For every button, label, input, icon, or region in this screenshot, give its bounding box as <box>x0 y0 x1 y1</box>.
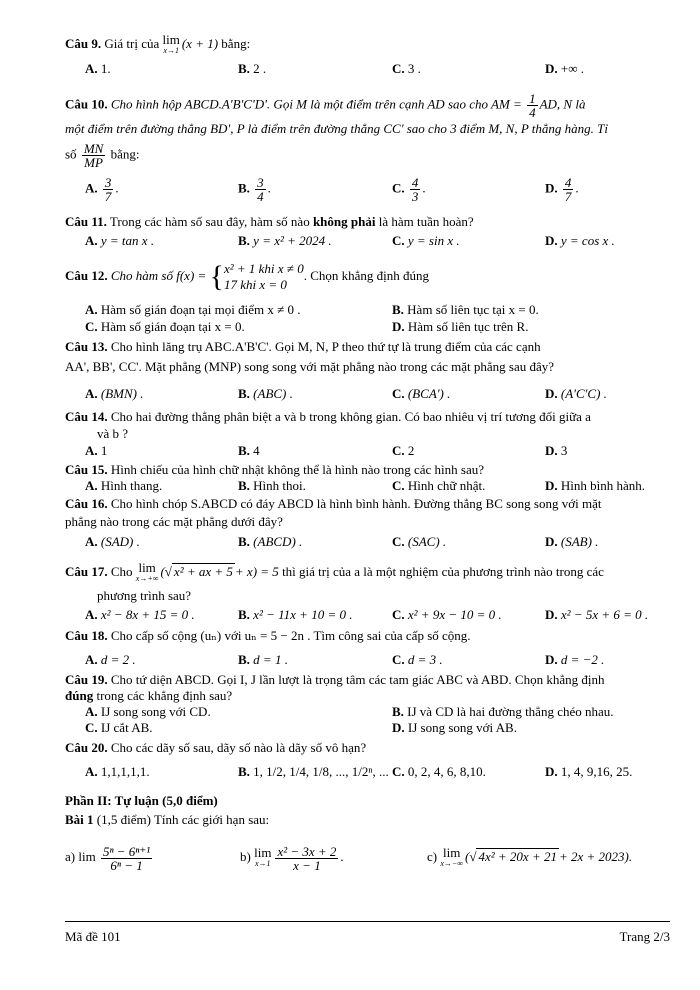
option-c[interactable]: C. Hình chữ nhật. <box>392 478 486 493</box>
option-b[interactable]: B. IJ và CD là hai đường thẳng chéo nhau. <box>392 704 614 719</box>
option-b[interactable]: B. 1, 1/2, 1/4, 1/8, ..., 1/2ⁿ, ... <box>238 764 389 779</box>
option-d[interactable]: D. d = −2 . <box>545 652 605 667</box>
option-c[interactable]: C. 0, 2, 4, 6, 8,10. <box>392 764 486 779</box>
bai-1: Bài 1 (1,5 điểm) Tính các giới hạn sau: <box>65 812 270 827</box>
option-c[interactable]: C. (BCA') . <box>392 386 451 401</box>
option-a[interactable]: A. $\frac{3}{7}$ . <box>85 175 119 204</box>
question-19: Câu 19. Cho tứ diện ABCD. Gọi I, J lần lượt là trọng tâm các tam giác ABC và ABD. Chọn khẳng định <box>65 672 605 687</box>
question-9: Câu 9. Giá trị của lim x→1 (x + 1) bằng: <box>65 32 251 55</box>
question-12: Câu 12. Cho hàm số f(x) = { x² + 1 khi x ≠ 0 17 khi x = 0 . Chọn khẳng định đúng <box>65 260 430 294</box>
option-c[interactable]: C. 2 <box>392 443 415 458</box>
option-b[interactable]: B. y = x² + 2024 . <box>238 233 332 248</box>
exercise-a: a) lim $\frac{\text{5ⁿ − 6ⁿ⁺¹}}{\text{6ⁿ − 1}}$ <box>65 843 151 873</box>
limit: lim x→1 <box>162 32 180 55</box>
question-11: Câu 11. Trong các hàm số sau đây, hàm số nào không phải là hàm tuần hoàn? <box>65 214 474 229</box>
option-d[interactable]: D. (A'C'C) . <box>545 386 607 401</box>
option-c[interactable]: C. Hàm số gián đoạn tại x = 0. <box>85 319 245 334</box>
question-17: Câu 17. Cho lim x→+∞ (√ x² + ax + 5 + x) = 5 thì giá trị của a là một nghiệm của phương trình nào trong các <box>65 560 604 583</box>
option-d[interactable]: D. Hình bình hành. <box>545 478 646 493</box>
option-b[interactable]: B. (ABC) . <box>238 386 293 401</box>
option-a[interactable]: A. x² − 8x + 15 = 0 . <box>85 607 195 622</box>
page-number: Trang 2/3 <box>619 929 670 944</box>
option-d[interactable]: D. x² − 5x + 6 = 0 . <box>545 607 649 622</box>
option-a[interactable]: A. Hàm số gián đoạn tại mọi điểm x ≠ 0 . <box>85 302 301 317</box>
option-b[interactable]: B. 2 . <box>238 61 267 76</box>
option-a[interactable]: A. 1. <box>85 61 111 76</box>
question-10: Câu 10. Cho hình hộp ABCD.A'B'C'D'. Gọi M là một điểm trên cạnh AD sao cho AM = $\frac{1}{4}$ AD, N là <box>65 91 586 120</box>
option-c[interactable]: C. y = sin x . <box>392 233 460 248</box>
option-a[interactable]: A. y = tan x . <box>85 233 155 248</box>
question-label: Câu 9. <box>65 35 102 51</box>
exam-code: Mã đề 101 <box>65 929 121 944</box>
fraction: $\frac{1}{4}$ <box>529 91 536 120</box>
option-a[interactable]: A. (SAD) . <box>85 534 140 549</box>
option-a[interactable]: A. 1,1,1,1,1. <box>85 764 150 779</box>
option-d[interactable]: D. $\frac{4}{7}$ . <box>545 175 579 204</box>
question-label: Câu 10. <box>65 96 108 112</box>
question-20: Câu 20. Cho các dãy số sau, dãy số nào là dãy số vô hạn? <box>65 740 367 755</box>
option-c[interactable]: C. x² + 9x − 10 = 0 . <box>392 607 502 622</box>
footer-rule <box>65 921 670 922</box>
option-d[interactable]: D. 3 <box>545 443 568 458</box>
option-c[interactable]: C. (SAC) . <box>392 534 447 549</box>
question-16: Câu 16. Cho hình chóp S.ABCD có đáy ABCD là hình bình hành. Đường thẳng BC song song với mặt <box>65 496 602 511</box>
exercise-c: c) lim x→−∞ (√ 4x² + 20x + 21 + 2x + 2023). <box>427 845 633 869</box>
option-d[interactable]: D. +∞ . <box>545 61 584 76</box>
question-18: Câu 18. Cho cấp số cộng (uₙ) với uₙ = 5 − 2n . Tìm công sai của cấp số cộng. <box>65 628 471 643</box>
option-d[interactable]: D. (SAB) . <box>545 534 599 549</box>
brace: { <box>209 260 224 294</box>
fraction: $\frac{MN}{MP}$ <box>83 141 104 170</box>
option-b[interactable]: B. 4 <box>238 443 260 458</box>
option-a[interactable]: A. IJ song song với CD. <box>85 704 211 719</box>
option-d[interactable]: D. IJ song song với AB. <box>392 720 517 735</box>
part2-title: Phần II: Tự luận (5,0 điểm) <box>65 793 218 808</box>
piecewise: x² + 1 khi x ≠ 0 17 khi x = 0 <box>223 261 304 293</box>
question-15: Câu 15. Hình chiếu của hình chữ nhật không thể là hình nào trong các hình sau? <box>65 462 484 477</box>
exam-page: Câu 9. Giá trị của lim x→1 (x + 1) bằng: A. 1. B. 2 . C. 3 . D. +∞ . Câu 10. Cho hình hộp ABCD.A'B'C'D'. Gọi M là một điểm trên cạnh AD sao cho AM = $\frac{1}{4}$ AD, N là một điểm trên đường thẳng BD', P là điểm trên đường thẳng CC' sao cho 3 điểm M, N, P thẳng hàng. Tỉ số $\frac{MN}{MP}$ bằng: A. $\frac{3}{7}$ . B. $\frac{3}{4}$ . C. $\frac{4}{3}$ . D. $\frac{4}{7}$ . Câu 11. Trong các hàm số sau đây, hàm số nào không phải là hàm tuần hoàn? A. y = tan x . B. y = x² + 2024 . C. y = sin x . D. y = cos x . Câu 12. Cho hàm số f(x) = { x² + 1 khi x ≠ 0 17 khi x = 0 . Chọn khẳng định đúng A. Hàm số gián đoạn tại mọi điểm x ≠ 0 . B. Hàm số liên tục tại x = 0. C. Hàm số gián đoạn tại x = 0. D. Hàm số liên tục trên R. Câu 13. Cho hình lăng trụ ABC.A'B'C'. Gọi M, N, P theo thứ tự là trung điểm của các cạnh AA', BB', CC'. Mặt phẳng (MNP) song song với mặt phẳng nào trong các mặt phẳng sau đây? A. (BMN) . B. (ABC) . C. (BCA') . D. (A'C'C) . Câu 14. Cho hai đường thẳng phân biệt a và b trong không gian. Có bao nhiêu vị trí tương đối giữa a và b ? A. 1 B. 4 C. 2 D. 3 Câu 15. Hình chiếu của hình chữ nhật không thể là hình nào trong các hình sau? A. Hình thang. B. Hình thoi. C. Hình chữ nhật. D. Hình bình hành. Câu 16. Cho hình chóp S.ABCD có đáy ABCD là hình bình hành. Đường thẳng BC song song với mặt phẳng nào trong các mặt phẳng dưới đây? A. (SAD) . B. (ABCD) . C. (SAC) . D. (SAB) . Câu 17. Cho lim x→+∞ (√ x² + ax + 5 + x) = 5 thì giá trị của a là một nghiệm của phương trình nào trong các phương trình sau? A. x² − 8x + 15 = 0 . B. x² − 11x + 10 = 0 . C. x² + 9x − 10 = 0 . D. x² − 5x + 6 = 0 . Câu 18. Cho cấp số cộng (uₙ) với uₙ = 5 − 2n . Tìm công sai của cấp số cộng. A. d = 2 . B. d = 1 . C. d = 3 . D. d = −2 . Câu 19. Cho tứ diện ABCD. Gọi I, J lần lượt là trọng tâm các tam giác ABC và ABD. Chọn khẳng định đúng trong các khẳng định sau? A. IJ song song với CD. B. IJ và CD là hai đường thẳng chéo nhau. C. IJ cắt AB. D. IJ song song với AB. Câu 20. Cho các dãy số sau, dãy số nào là dãy số vô hạn? A. 1,1,1,1,1. B. 1, 1/2, 1/4, 1/8, ..., 1/2ⁿ, ... C. 0, 2, 4, 6, 8,10. D. 1, 4, 9,16, 25. Phần II: Tự luận (5,0 điểm) Bài 1 (1,5 điểm) Tính các giới hạn sau: a) lim $\frac{\text{5ⁿ − 6ⁿ⁺¹}}{\text{6ⁿ − 1}}$ b) lim x→1 $\frac{\text{x² − 3x + 2}}{x - 1}$ . c) lim x→−∞ (√ 4x² + 20x + 21 + 2x + 2023). Mã đề 101 Trang 2/3 <box>65 32 670 944</box>
option-c[interactable]: C. d = 3 . <box>392 652 443 667</box>
question-13: Câu 13. Cho hình lăng trụ ABC.A'B'C'. Gọi M, N, P theo thứ tự là trung điểm của các cạnh <box>65 339 541 354</box>
option-b[interactable]: B. Hàm số liên tục tại x = 0. <box>392 302 539 317</box>
option-a[interactable]: A. 1 <box>85 443 108 458</box>
option-b[interactable]: B. x² − 11x + 10 = 0 . <box>238 607 353 622</box>
option-b[interactable]: B. Hình thoi. <box>238 478 306 493</box>
option-b[interactable]: B. (ABCD) . <box>238 534 303 549</box>
option-c[interactable]: C. $\frac{4}{3}$ . <box>392 175 426 204</box>
option-d[interactable]: D. Hàm số liên tục trên R. <box>392 319 529 334</box>
option-d[interactable]: D. 1, 4, 9,16, 25. <box>545 764 633 779</box>
option-b[interactable]: B. $\frac{3}{4}$ . <box>238 175 271 204</box>
question-14: Câu 14. Cho hai đường thẳng phân biệt a và b trong không gian. Có bao nhiêu vị trí tương đối giữa a <box>65 409 591 424</box>
option-a[interactable]: A. d = 2 . <box>85 652 136 667</box>
option-b[interactable]: B. d = 1 . <box>238 652 288 667</box>
option-d[interactable]: D. y = cos x . <box>545 233 615 248</box>
limit: lim x→+∞ <box>135 560 159 583</box>
option-a[interactable]: A. Hình thang. <box>85 478 163 493</box>
exercise-b: b) lim x→1 $\frac{\text{x² − 3x + 2}}{x - 1}$ . <box>240 843 344 873</box>
option-a[interactable]: A. (BMN) . <box>85 386 144 401</box>
option-c[interactable]: C. 3 . <box>392 61 421 76</box>
option-c[interactable]: C. IJ cắt AB. <box>85 720 153 735</box>
